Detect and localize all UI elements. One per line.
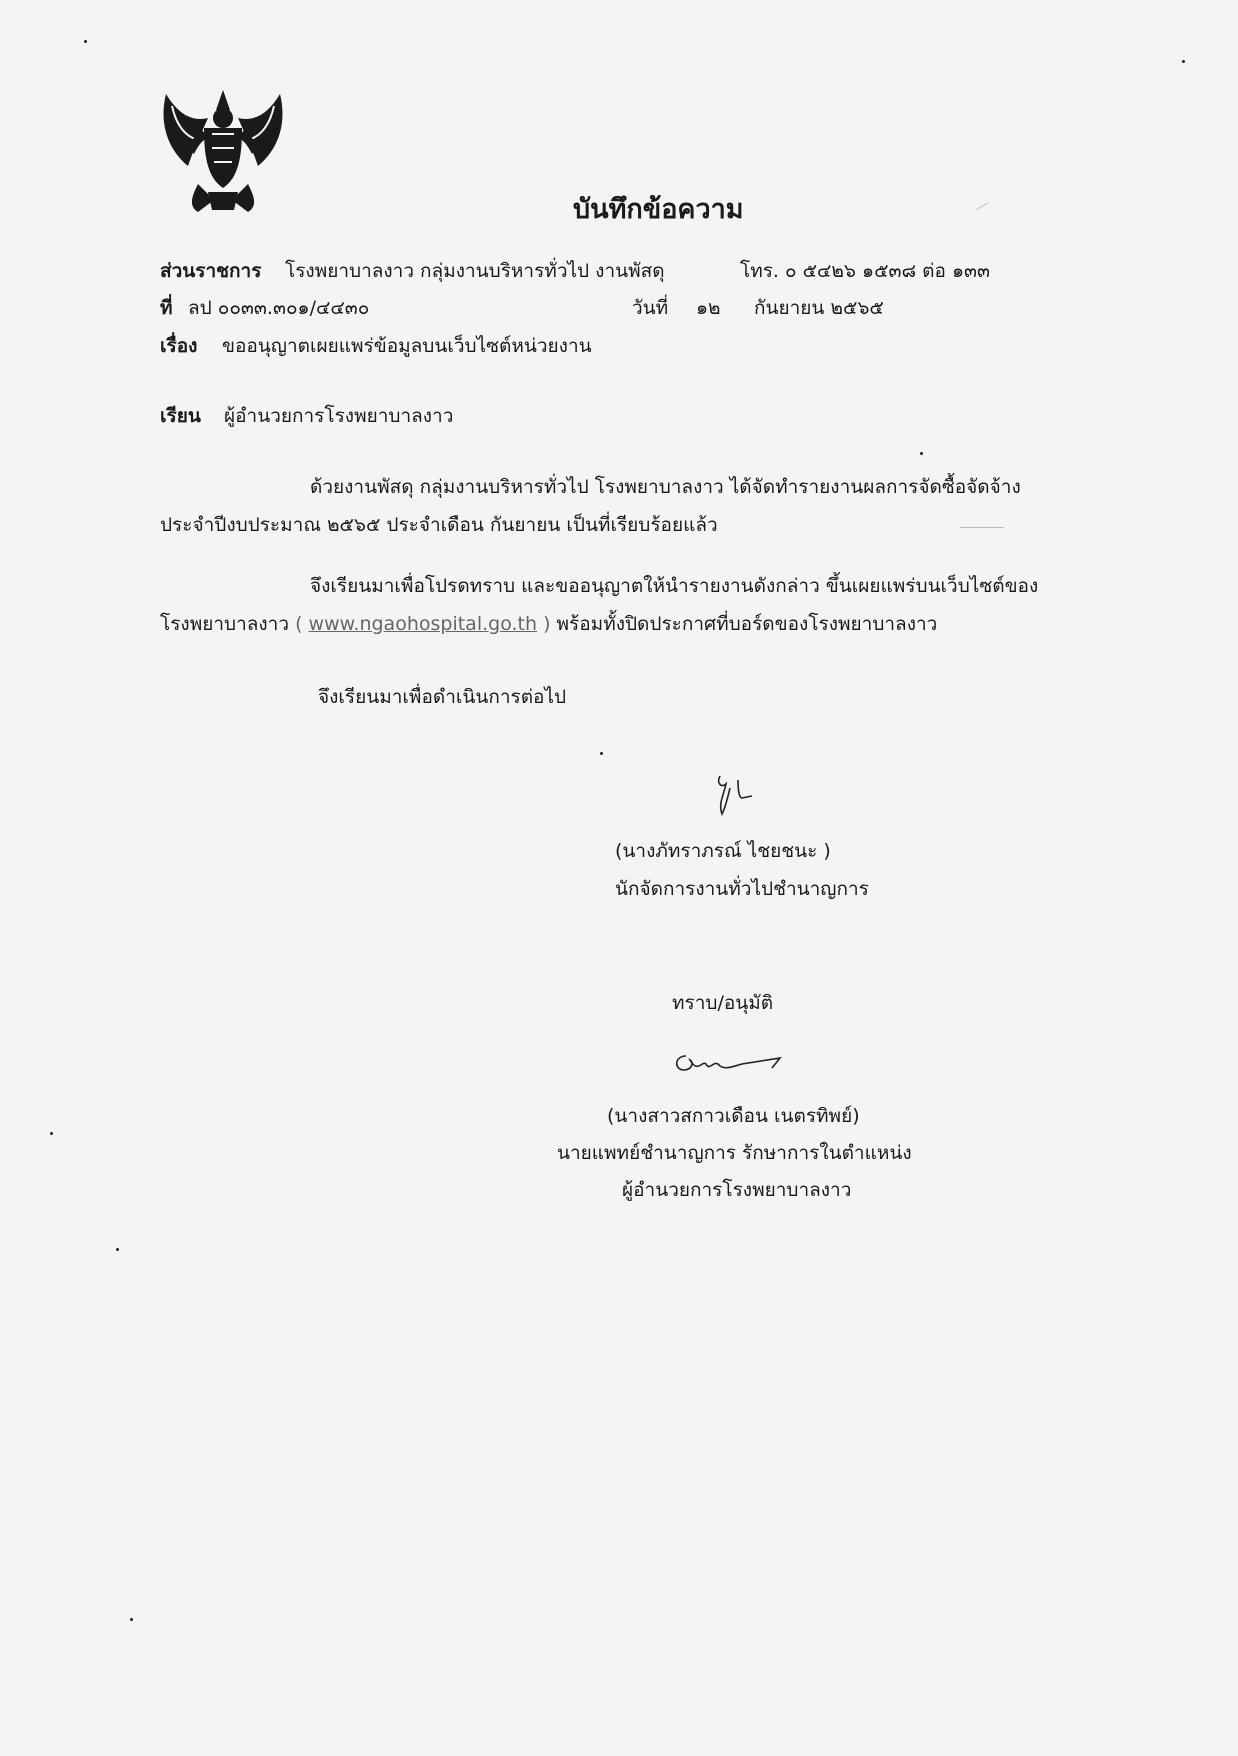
link-paren-close: ) <box>543 613 551 635</box>
signature-2-icon <box>668 1046 788 1082</box>
body-p3: จึงเรียนมาเพื่อดำเนินการต่อไป <box>318 686 567 708</box>
body-p1-line1: ด้วยงานพัสดุ กลุ่มงานบริหารทั่วไป โรงพยาบาลงาว ได้จัดทำรายงานผลการจัดซื้อจัดจ้าง <box>310 476 1021 498</box>
date-label: วันที่ <box>632 297 669 319</box>
body-p2-line2 <box>160 611 937 637</box>
salutation-label: เรียน <box>160 405 201 427</box>
memo-title: บันทึกข้อความ <box>573 194 744 225</box>
date-day: ๑๒ <box>696 297 721 319</box>
scan-speck <box>50 1132 53 1135</box>
date-month-year: กันยายน ๒๕๖๕ <box>754 297 884 319</box>
department-value: โรงพยาบาลงาว กลุ่มงานบริหารทั่วไป งานพัสดุ <box>285 260 665 282</box>
scan-mark <box>976 203 989 211</box>
website-link[interactable]: www.ngaohospital.go.th <box>308 613 538 635</box>
department-phone: โทร. ๐ ๕๔๒๖ ๑๕๓๘ ต่อ ๑๓๓ <box>740 260 990 282</box>
scan-speck <box>84 40 87 43</box>
ref-number: ลป ๐๐๓๓.๓๐๑/๔๔๓๐ <box>188 297 370 319</box>
scan-speck <box>1182 60 1185 63</box>
body-p2-prefix: โรงพยาบาลงาว <box>160 613 290 635</box>
approval-text: ทราบ/อนุมัติ <box>672 992 774 1014</box>
body-p2-line1: จึงเรียนมาเพื่อโปรดทราบ และขออนุญาตให้นำรายงานดังกล่าว ขึ้นเผยแพร่บนเว็บไซต์ของ <box>310 575 1039 597</box>
scan-speck <box>600 752 603 755</box>
signer2-name: (นางสาวสกาวเดือน เนตรทิพย์) <box>607 1105 860 1127</box>
salutation-value: ผู้อำนวยการโรงพยาบาลงาว <box>224 405 454 427</box>
signer1-position: นักจัดการงานทั่วไปชำนาญการ <box>615 878 869 900</box>
link-paren-open: ( <box>295 613 303 635</box>
department-label: ส่วนราชการ <box>160 260 262 282</box>
signer2-position-line2: ผู้อำนวยการโรงพยาบาลงาว <box>622 1179 852 1201</box>
scan-mark <box>960 527 1004 528</box>
signer2-position-line1: นายแพทย์ชำนาญการ รักษาการในตำแหน่ง <box>557 1142 912 1164</box>
subject-label: เรื่อง <box>160 335 198 357</box>
signature-1-icon <box>708 770 768 820</box>
scan-speck <box>920 452 923 455</box>
subject-value: ขออนุญาตเผยแพร่ข้อมูลบนเว็บไซต์หน่วยงาน <box>222 335 592 357</box>
body-p1-line2: ประจำปีงบประมาณ ๒๕๖๕ ประจำเดือน กันยายน เป็นที่เรียบร้อยแล้ว <box>160 514 718 536</box>
signer1-name: (นางภัทราภรณ์ ไชยชนะ ) <box>615 840 831 862</box>
body-p2-suffix: พร้อมทั้งปิดประกาศที่บอร์ดของโรงพยาบาลงาว <box>556 613 938 635</box>
ref-label: ที่ <box>160 297 173 319</box>
scan-speck <box>116 1248 119 1251</box>
scan-speck <box>130 1618 133 1621</box>
garuda-emblem-icon <box>158 88 288 216</box>
